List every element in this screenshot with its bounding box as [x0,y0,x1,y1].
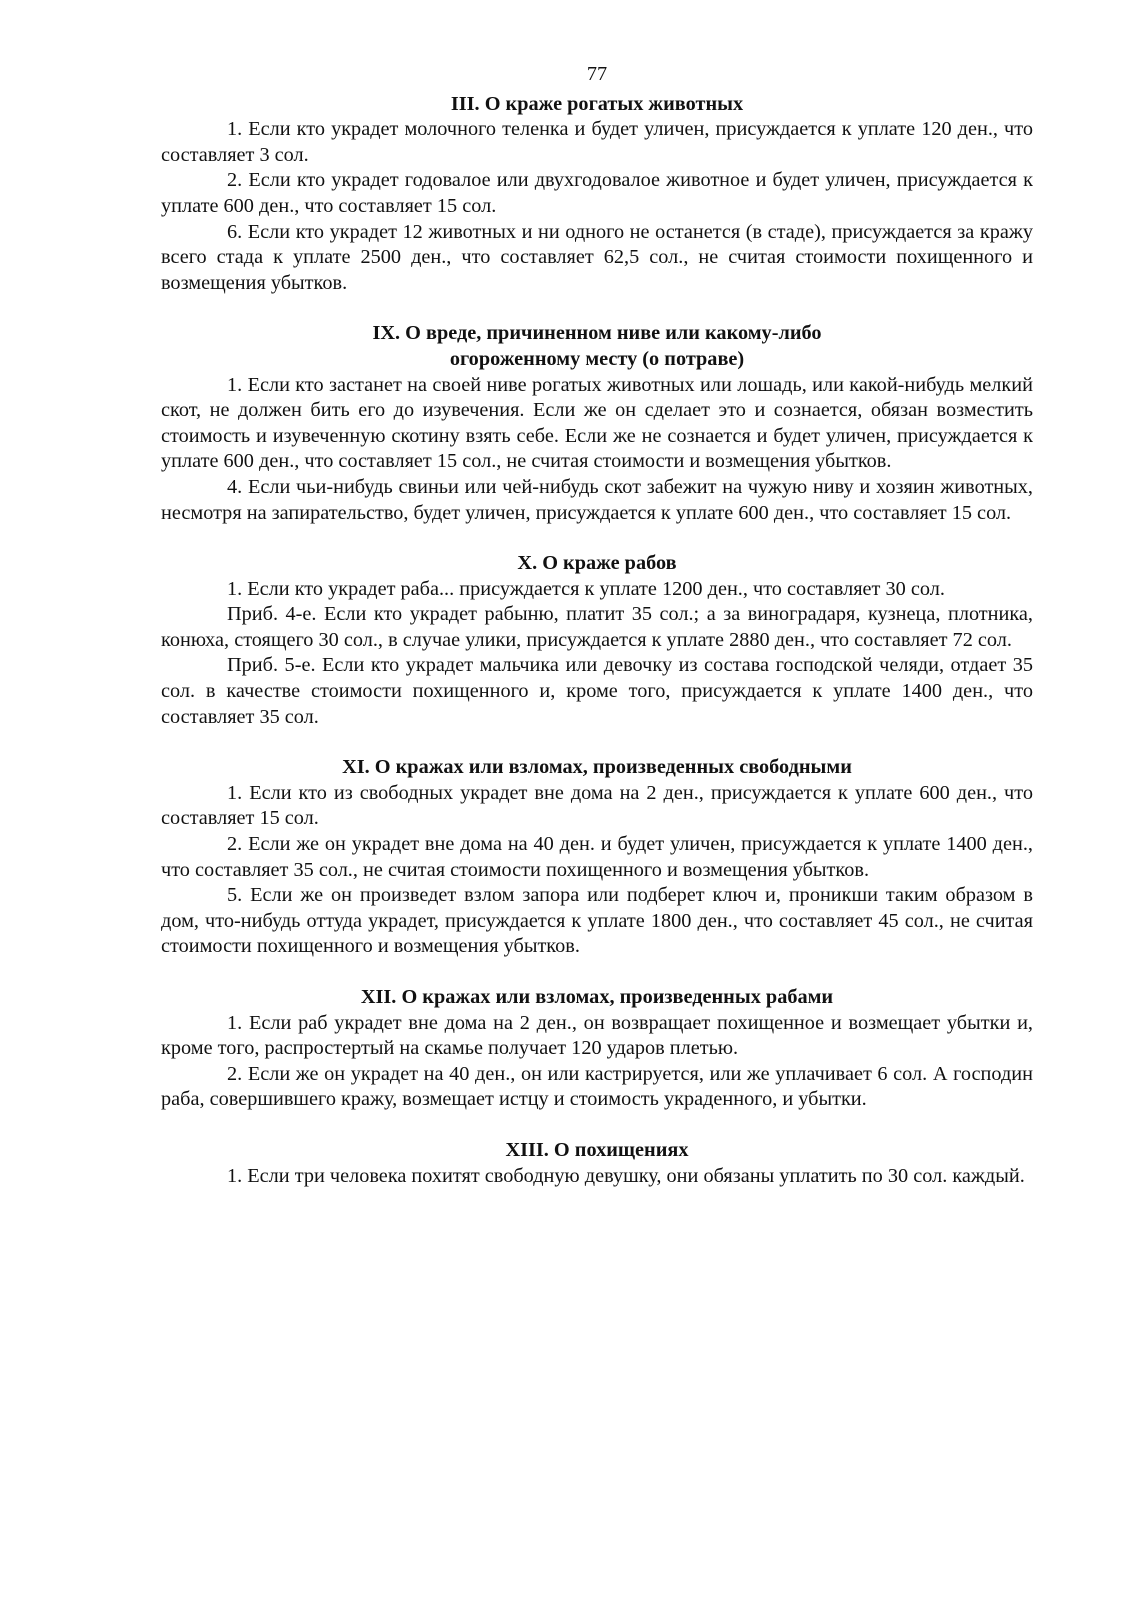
paragraph: 2. Если кто украдет годовалое или двухгодовалое животное и будет уличен, присуждается к уплате 600 ден., что составляет 15 сол. [161,169,1033,217]
paragraph: 6. Если кто украдет 12 животных и ни одного не останется (в стаде), присуждается за кражу всего стада к уплате 2500 ден., что составляет 62,5 сол., не считая стоимости похищенного и возмещения убытков. [161,220,1033,294]
section-title [161,92,1033,118]
section-x [161,551,1033,730]
document-page [161,62,1033,1189]
section-xi [161,755,1033,960]
section-title [161,1138,1033,1164]
paragraph: 2. Если же он украдет вне дома на 40 ден. и будет уличен, присуждается к уплате 1400 ден., что составляет 35 сол., не считая стоимости похищенного и возмещения убытков. [161,833,1033,881]
section-title-line: XII. О кражах или взломах, произведенных рабами [360,986,834,1008]
paragraph: 1. Если три человека похитят свободную девушку, они обязаны уплатить по 30 сол. каждый. [227,1164,1025,1187]
section-iii [161,92,1033,297]
paragraph: 1. Если кто украдет раба... присуждается к уплате 1200 ден., что составляет 30 сол. [227,577,945,600]
section-title-line: IX. О вреде, причиненном ниве или какому-либо [372,322,822,345]
section-title-line: X. О краже рабов [517,552,677,575]
paragraph: Приб. 4-е. Если кто украдет рабыню, платит 35 сол.; а за виноградаря, кузнеца, плотника, конюха, стоящего 30 сол., в случае улики, присуждается к уплате 2880 ден., что составляет 72 сол. [161,603,1033,651]
section-title [161,321,1033,372]
paragraph: 2. Если же он украдет на 40 ден., он или кастрируется, или же уплачивает 6 сол. А господин раба, совершившего кражу, возмещает истцу и стоимость украденного, и убытки. [161,1062,1033,1111]
section-xii [161,985,1033,1113]
paragraph: 1. Если кто украдет молочного теленка и будет уличен, присуждается к уплате 120 ден., что составляет 3 сол. [161,118,1033,166]
section-title [161,551,1033,577]
paragraph: 5. Если же он произведет взлом запора или подберет ключ и, проникши таким образом в дом, что-нибудь оттуда украдет, присуждается к уплате 1800 ден., что составляет 45 сол., не считая стоимости похищенного и возмещения убытков. [161,884,1033,958]
section-title-line: XI. О кражах или взломах, произведенных свободными [342,756,852,779]
section-title [161,755,1033,781]
section-ix [161,321,1033,526]
paragraph: 4. Если чьи-нибудь свиньи или чей-нибудь скот забежит на чужую ниву и хозяин животных, несмотря на запирательство, будет уличен, присуждается к уплате 600 ден., что составляет 15 сол. [161,475,1033,524]
page-number: 77 [586,63,608,85]
paragraph: 1. Если раб украдет вне дома на 2 ден., он возвращает похищенное и возмещает убытки и, кроме того, распростертый на скамье получает 120 ударов плетью. [161,1011,1033,1060]
section-title [161,985,1033,1011]
section-title-line: XIII. О похищениях [505,1138,689,1161]
paragraph: 1. Если кто из свободных украдет вне дома на 2 ден., присуждается к уплате 600 ден., что составляет 15 сол. [161,781,1033,830]
paragraph: 1. Если кто застанет на своей ниве рогатых животных или лошадь, или какой-нибудь мелкий скот, не должен бить его до изувечения. Если же он сделает это и сознается, обязан возместить стоимость и изувеченную скотину взять себе. Если же не сознается и будет уличен, присуждается к уплате 600 ден., что составляет 15 сол., не считая стоимости и возмещения убытков. [161,373,1033,473]
section-title-line: огороженному месту (о потраве) [449,347,745,370]
section-xiii [161,1138,1033,1189]
paragraph: Приб. 5-е. Если кто украдет мальчика или девочку из состава господской челяди, отдает 35 сол. в качестве стоимости похищенного и, кроме того, присуждается к уплате 1400 ден., что составляет 35 сол. [161,654,1033,728]
section-title-line: III. О краже рогатых животных [450,92,744,115]
